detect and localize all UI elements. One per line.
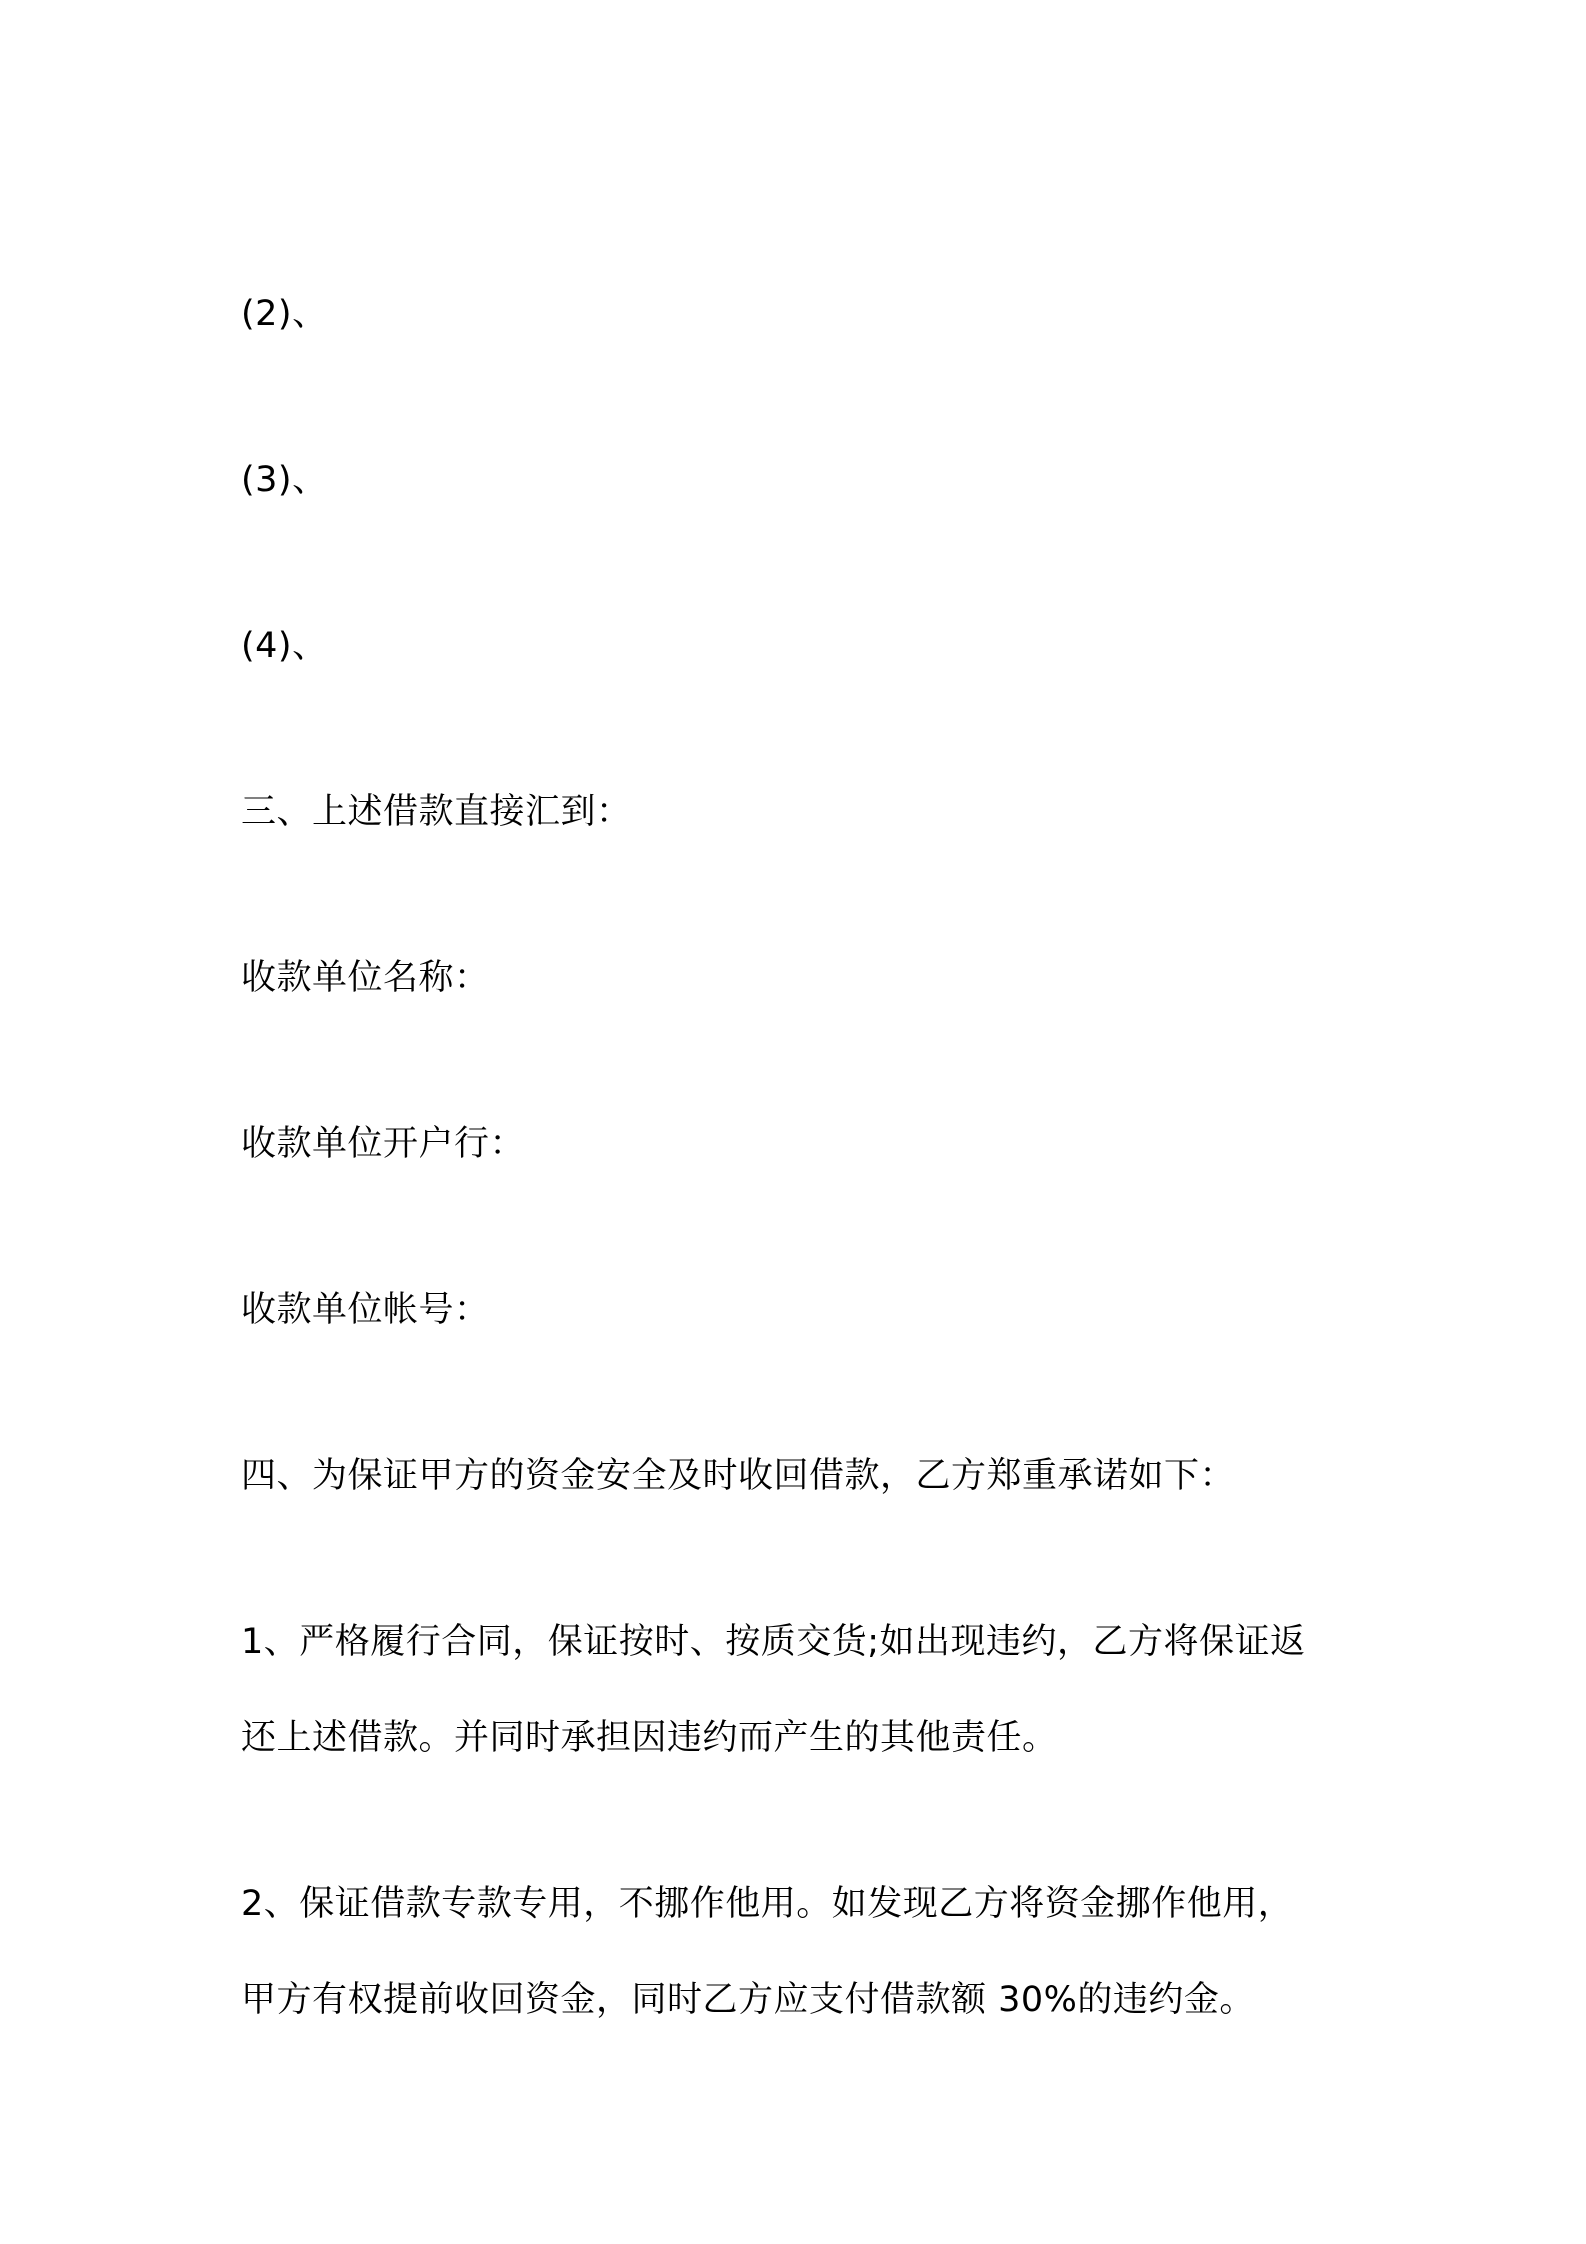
payee-name-field: [241, 930, 1361, 1026]
field-label: 收款单位开户行：: [241, 1124, 526, 1164]
heading-text: 四、为保证甲方的资金安全及时收回借款，乙方郑重承诺如下：: [241, 1456, 1236, 1496]
item-text: (2)、: [241, 294, 328, 334]
item-text: (3)、: [241, 460, 328, 500]
section-4-heading: [241, 1428, 1361, 1524]
field-label: 收款单位帐号：: [241, 1290, 490, 1330]
clause-line: 2、保证借款专款专用，不挪作他用。如发现乙方将资金挪作他用，: [241, 1884, 1294, 1924]
clause-line: 还上述借款。并同时承担因违约而产生的其他责任。: [241, 1718, 1058, 1758]
payee-account-field: [241, 1262, 1361, 1358]
section-3-heading: [241, 764, 1361, 860]
clause-1: [241, 1594, 1361, 1786]
payee-bank-field: [241, 1096, 1361, 1192]
clause-line: 1、严格履行合同，保证按时、按质交货;如出现违约，乙方将保证返: [241, 1622, 1306, 1662]
clause-line: 甲方有权提前收回资金，同时乙方应支付借款额 30%的违约金。: [241, 1980, 1255, 2020]
list-item-4: [241, 598, 1361, 694]
field-label: 收款单位名称：: [241, 958, 490, 998]
clause-2: [241, 1856, 1361, 2048]
list-item-3: [241, 432, 1361, 528]
item-text: (4)、: [241, 626, 328, 666]
list-item-2: [241, 266, 1361, 362]
heading-text: 三、上述借款直接汇到：: [241, 792, 632, 832]
